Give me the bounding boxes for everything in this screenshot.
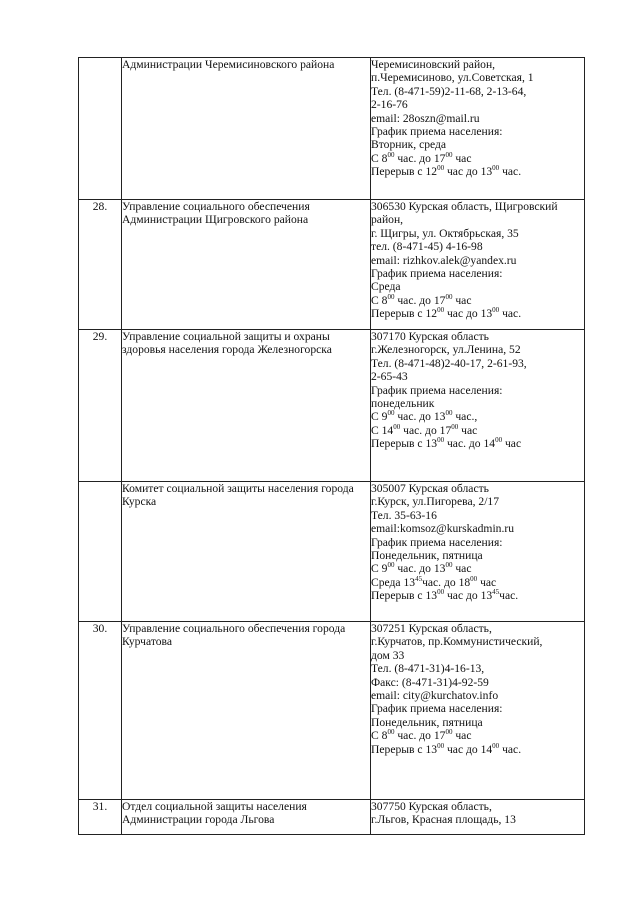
schedule-text: С 8: [371, 293, 388, 307]
schedule-line: [371, 743, 584, 756]
schedule-line: [371, 424, 584, 437]
organization-name: Управление социального обеспечения города Курчатова: [122, 622, 346, 649]
schedule-line: [371, 307, 584, 320]
organization-cell: [122, 622, 371, 800]
minutes-superscript: 00: [437, 306, 445, 315]
schedule-line: [371, 152, 584, 165]
schedule-text: час: [477, 575, 497, 589]
contact-cell: [371, 622, 585, 800]
schedule-text: Перерыв с 13: [371, 589, 438, 603]
schedule-text: час до 13: [444, 165, 493, 179]
minutes-superscript: 00: [437, 741, 445, 750]
schedule-text: С 14: [371, 423, 394, 437]
row-number: [79, 482, 122, 622]
schedule-line: [371, 589, 584, 602]
schedule-text: час. до 13: [394, 410, 446, 424]
minutes-superscript: 00: [387, 409, 395, 418]
minutes-superscript: 00: [445, 292, 453, 301]
contact-line: email:komsoz@kurskadmin.ru: [371, 522, 515, 536]
organizations-table: [78, 57, 585, 835]
minutes-superscript: 00: [445, 728, 453, 737]
schedule-line: [371, 729, 584, 742]
organization-cell: [122, 58, 371, 200]
schedule-text: час. до 17: [394, 293, 446, 307]
schedule-text: час. до 14: [444, 437, 496, 451]
organization-cell: [122, 482, 371, 622]
minutes-superscript: 00: [470, 574, 478, 583]
contact-line: 305007 Курская область: [371, 482, 489, 495]
contact-line: п.Черемисиново, ул.Советская, 1: [371, 71, 534, 85]
schedule-text: час: [458, 423, 478, 437]
contact-line: Черемисиновский район,: [371, 58, 496, 71]
contact-line: г. Щигры, ул. Октябрьская, 35: [371, 226, 519, 240]
contact-line: email: 28oszn@mail.ru: [371, 111, 480, 125]
contact-line: 307170 Курская область: [371, 330, 489, 343]
schedule-text: час.: [499, 165, 522, 179]
minutes-superscript: 00: [387, 150, 395, 159]
organization-name: Управление социальной защиты и охраны здоровья населения города Железногорска: [122, 330, 332, 357]
minutes-superscript: 00: [393, 422, 401, 431]
contact-line: 307251 Курская область,: [371, 622, 492, 635]
contact-line: 307750 Курская область,: [371, 800, 492, 813]
schedule-text: час. до 18: [422, 575, 471, 589]
row-number: 29.: [79, 330, 122, 482]
contact-line: 2-16-76: [371, 98, 408, 112]
schedule-text: час. до 17: [400, 423, 452, 437]
contact-line: График приема населения:: [371, 702, 503, 716]
contact-line: График приема населения:: [371, 125, 503, 139]
minutes-superscript: 00: [437, 588, 445, 597]
contact-line: График приема населения:: [371, 383, 503, 397]
contact-line: район,: [371, 213, 404, 227]
schedule-text: Перерыв с 12: [371, 307, 438, 321]
schedule-text: час: [452, 293, 472, 307]
contact-cell: [371, 800, 585, 835]
minutes-superscript: 00: [445, 561, 453, 570]
contact-cell: [371, 58, 585, 200]
schedule-text: час до 13: [444, 589, 493, 603]
contact-line: Тел. (8-471-48)2-40-17, 2-61-93,: [371, 356, 527, 370]
minutes-superscript: 45: [415, 574, 423, 583]
minutes-superscript: 00: [445, 409, 453, 418]
schedule-text: час.: [499, 307, 522, 321]
row-number: [79, 58, 122, 200]
schedule-line: [371, 437, 584, 450]
organization-name: Управление социального обеспечения Администрации Щигровского района: [122, 200, 310, 227]
schedule-text: С 8: [371, 729, 388, 743]
schedule-line: [371, 576, 584, 589]
table-row: [79, 200, 585, 330]
contact-line: Тел. (8-471-59)2-11-68, 2-13-64,: [371, 84, 527, 98]
contact-cell: [371, 200, 585, 330]
contact-line: г.Железногорск, ул.Ленина, 52: [371, 343, 521, 357]
contact-line: Тел. (8-471-31)4-16-13,: [371, 662, 485, 676]
schedule-text: час: [502, 437, 522, 451]
contact-line: г.Курчатов, пр.Коммунистический,: [371, 635, 543, 649]
row-number: 28.: [79, 200, 122, 330]
row-number: 31.: [79, 800, 122, 835]
organization-cell: [122, 800, 371, 835]
minutes-superscript: 00: [387, 728, 395, 737]
schedule-line: [371, 165, 584, 178]
contact-line: email: city@kurchatov.info: [371, 689, 499, 703]
schedule-text: Перерыв с 13: [371, 437, 438, 451]
schedule-text: Перерыв с 12: [371, 165, 438, 179]
schedule-text: час: [452, 151, 472, 165]
contact-line: email: rizhkov.alek@yandex.ru: [371, 253, 517, 267]
contact-line: г.Льгов, Красная площадь, 13: [371, 813, 516, 827]
organization-name: Администрации Черемисиновского района: [122, 58, 335, 71]
minutes-superscript: 45: [492, 588, 500, 597]
contact-line: Вторник, среда: [371, 138, 447, 152]
contact-cell: [371, 330, 585, 482]
schedule-text: С 8: [371, 151, 388, 165]
contact-line: понедельник: [371, 397, 435, 411]
schedule-text: час до 13: [444, 307, 493, 321]
schedule-text: час до 14: [444, 742, 493, 756]
schedule-text: час: [452, 729, 472, 743]
contact-line: тел. (8-471-45) 4-16-98: [371, 240, 483, 254]
schedule-text: час. до 13: [394, 562, 446, 576]
organization-name: Отдел социальной защиты населения Администрации города Льгова: [122, 800, 307, 827]
minutes-superscript: 00: [387, 292, 395, 301]
minutes-superscript: 00: [492, 164, 500, 173]
contact-line: Факс: (8-471-31)4-92-59: [371, 675, 489, 689]
minutes-superscript: 00: [492, 741, 500, 750]
row-number: 30.: [79, 622, 122, 800]
schedule-line: [371, 410, 584, 423]
schedule-text: час.: [499, 742, 522, 756]
contact-cell: [371, 482, 585, 622]
schedule-line: [371, 562, 584, 575]
minutes-superscript: 00: [495, 436, 503, 445]
schedule-line: [371, 294, 584, 307]
schedule-text: Перерыв с 13: [371, 742, 438, 756]
schedule-text: час. до 17: [394, 729, 446, 743]
organization-cell: [122, 330, 371, 482]
table-row: [79, 58, 585, 200]
contact-line: График приема населения:: [371, 535, 503, 549]
contact-line: 2-65-43: [371, 370, 408, 384]
minutes-superscript: 00: [437, 164, 445, 173]
schedule-text: С 9: [371, 562, 388, 576]
minutes-superscript: 00: [437, 436, 445, 445]
contact-line: Понедельник, пятница: [371, 715, 483, 729]
table-body: [79, 58, 585, 835]
contact-line: Понедельник, пятница: [371, 549, 483, 563]
table-row: [79, 482, 585, 622]
contact-line: 306530 Курская область, Щигровский: [371, 200, 558, 213]
table-row: [79, 622, 585, 800]
minutes-superscript: 00: [445, 150, 453, 159]
table-row: [79, 330, 585, 482]
minutes-superscript: 00: [451, 422, 459, 431]
minutes-superscript: 00: [492, 306, 500, 315]
schedule-text: час. до 17: [394, 151, 446, 165]
contact-line: дом 33: [371, 648, 405, 662]
organization-name: Комитет социальной защиты населения города Курска: [122, 482, 354, 509]
contact-line: г.Курск, ул.Пигорева, 2/17: [371, 495, 500, 509]
contact-line: График приема населения:: [371, 267, 503, 281]
organization-cell: [122, 200, 371, 330]
schedule-text: час.: [499, 589, 519, 603]
schedule-text: час: [452, 562, 472, 576]
contact-line: Тел. 35-63-16: [371, 508, 437, 522]
contact-line: Среда: [371, 280, 401, 294]
schedule-text: Среда 13: [371, 575, 416, 589]
schedule-text: С 9: [371, 410, 388, 424]
table-row: [79, 800, 585, 835]
minutes-superscript: 00: [387, 561, 395, 570]
schedule-text: час.,: [452, 410, 478, 424]
